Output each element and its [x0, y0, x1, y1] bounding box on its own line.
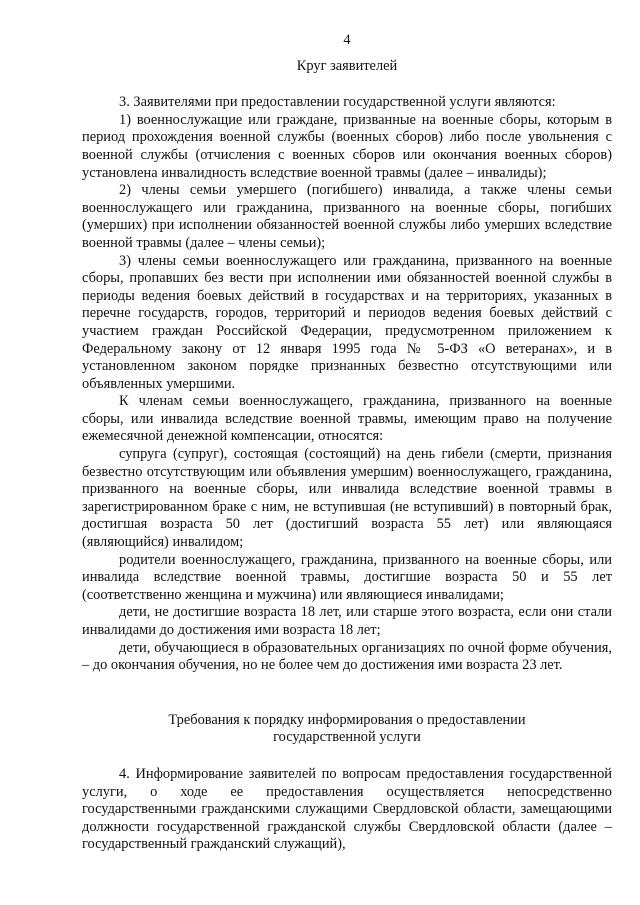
section-title-information-line2: государственной услуги — [273, 729, 421, 746]
section-title-information-line1: Требования к порядку информирования о предоставлении — [168, 711, 526, 728]
paragraph-4: 4. Информирование заявителей по вопросам предоставления государственной услуги, о ходе ее предоставления осуществляется непосредственно государственными гражданскими служащими Свердловской области, замещающими должности государственной гражданской службы Свердловской области (далее – государственный гражданский служащий), — [82, 765, 612, 853]
family-members-spouse: супруга (супруг), состоящая (состоящий) на день гибели (смерти, признания безвестно отсутствующим или объявления умершим) военнослужащего, гражданина, призванного на военные сборы, или инвалида вследствие военной травмы в зарегистрированном браке с ним, не вступившая (не вступивший) в повторный брак, достигшая возраста 50 лет (достигший возраста 55 лет) или являющаяся (являющийся) инвалидом; — [82, 446, 612, 551]
section-title-applicants: Круг заявителей — [296, 57, 398, 74]
family-members-intro: К членам семьи военнослужащего, гражданина, призванного на военные сборы, или инвалида вследствие военной травмы, имеющим право на получение ежемесячной денежной компенсации, относятся: — [82, 393, 612, 445]
paragraph-3-item-2: 2) члены семьи умершего (погибшего) инвалида, а также члены семьи военнослужащего или гражданина, призванного на военные сборы, погибших (умерших) при исполнении обязанностей военной службы либо умерших вследствие военной травмы (далее – члены семьи); — [82, 182, 612, 251]
paragraph-3: 3. Заявителями при предоставлении государственной услуги являются: — [119, 94, 556, 111]
document-page — [82, 32, 612, 854]
family-members-students: дети, обучающиеся в образовательных организациях по очной форме обучения, – до окончания обучения, но не более чем до достижения ими возраста 23 лет. — [82, 639, 612, 674]
family-members-children: дети, не достигшие возраста 18 лет, или старше этого возраста, если они стали инвалидами до достижения ими возраста 18 лет; — [82, 604, 612, 638]
family-members-parents: родители военнослужащего, гражданина, призванного на военные сборы, или инвалида вследствие военной травмы, достигшие возраста 50 и 55 лет (соответственно женщина и мужчина) или являющиеся инвалидами; — [82, 551, 612, 603]
page-number: 4 — [343, 32, 351, 48]
paragraph-3-item-3: 3) члены семьи военнослужащего или гражданина, призванного на военные сборы, пропавших без вести при исполнении ими обязанностей военной службы в периоды ведения боевых действий в государствах и на территориях, указанных в перечне государств, городов, территорий и периодов ведения боевых действий с участием граждан Российской Федерации, предусмотренном приложением к Федеральному закону от 12 января 1995 года № 5-ФЗ «О ветеранах», и в установленном законом порядке признанных безвестно отсутствующими или объявленных умершими. — [82, 252, 612, 392]
paragraph-3-item-1: 1) военнослужащие или граждане, призванные на военные сборы, которым в период прохождения военной службы (военных сборов) либо после увольнения с военной службы (отчисления с военных сборов или окончания военных сборов) установлена инвалидность вследствие военной травмы (далее – инвалиды); — [82, 111, 612, 181]
